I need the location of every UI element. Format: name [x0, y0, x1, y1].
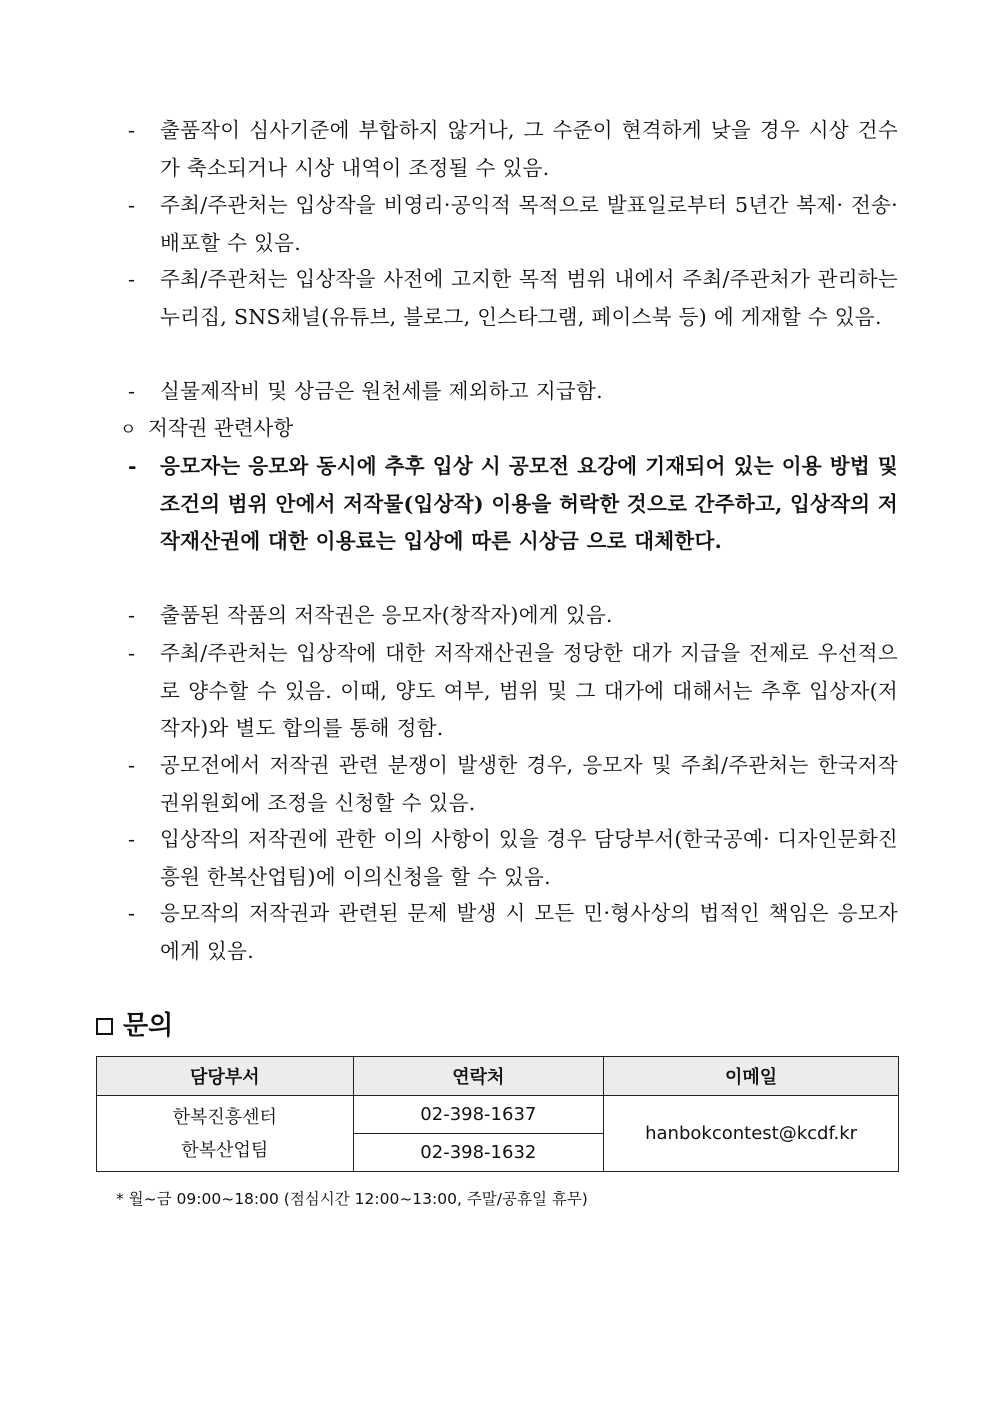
header-dept: 담당부서 — [97, 1057, 354, 1096]
table-header-row — [97, 1057, 899, 1096]
list-item — [128, 597, 898, 635]
bullet-dash: - — [128, 454, 137, 478]
email-cell[interactable]: hanbokcontest@kcdf.kr — [604, 1096, 899, 1172]
list-item — [128, 895, 898, 970]
bullet-dash: - — [128, 603, 136, 627]
list-item — [128, 821, 898, 896]
table-row — [97, 1096, 899, 1134]
list-item — [128, 187, 898, 262]
checkbox-square-icon — [96, 1018, 113, 1035]
phone-cell: 02-398-1637 — [353, 1096, 604, 1134]
dept-cell — [97, 1096, 354, 1172]
inquiry-heading-text: 문의 — [123, 1011, 174, 1041]
bullet-dash: - — [128, 753, 136, 777]
bullet-text: 주최/주관처는 입상작을 비영리·공익적 목적으로 발표일로부터 5년간 복제· 전송·배포할 수 있음. — [160, 193, 898, 255]
bullet-text: 출품된 작품의 저작권은 응모자(창작자)에게 있음. — [160, 603, 613, 627]
bullet-text: 공모전에서 저작권 관련 분쟁이 발생한 경우, 응모자 및 주최/주관처는 한국저작권위원회에 조정을 신청할 수 있음. — [160, 753, 898, 815]
dept-line: 한복산업팀 — [181, 1139, 269, 1161]
bullet-dash: - — [128, 901, 136, 925]
bullet-text: 출품작이 심사기준에 부합하지 않거나, 그 수준이 현격하게 낮을 경우 시상 건수가 축소되거나 시상 내역이 조정될 수 있음. — [160, 118, 898, 180]
header-email: 이메일 — [604, 1057, 899, 1096]
contact-table — [96, 1056, 899, 1172]
inquiry-heading — [96, 1006, 173, 1046]
bullet-text: 주최/주관처는 입상작을 사전에 고지한 목적 범위 내에서 주최/주관처가 관리하는 누리집, SNS채널(유튜브, 블로그, 인스타그램, 페이스북 등) 에 게재할 수 있음. — [160, 267, 898, 329]
bullet-text: 주최/주관처는 입상작에 대한 저작재산권을 정당한 대가 지급을 전제로 우선적으로 양수할 수 있음. 이때, 양도 여부, 범위 및 그 대가에 대해서는 추후 입상자(저작자)와 별도 합의를 통해 정함. — [160, 641, 898, 740]
phone-cell: 02-398-1632 — [353, 1134, 604, 1172]
list-item — [128, 373, 898, 411]
bullet-dash: - — [128, 193, 136, 217]
bullet-text: 입상작의 저작권에 관한 이의 사항이 있을 경우 담당부서(한국공예· 디자인문화진흥원 한복산업팀)에 이의신청을 할 수 있음. — [160, 827, 898, 889]
copyright-heading-text: 저작권 관련사항 — [148, 416, 294, 440]
dept-line: 한복진흥센터 — [172, 1106, 277, 1128]
bullet-text: 응모작의 저작권과 관련된 문제 발생 시 모든 민·형사상의 법적인 책임은 응모자에게 있음. — [160, 901, 898, 963]
header-contact: 연락처 — [353, 1057, 604, 1096]
bullet-text: 실물제작비 및 상금은 원천세를 제외하고 지급함. — [160, 379, 603, 403]
bullet-dash: - — [128, 118, 136, 142]
list-item — [128, 747, 898, 822]
list-item — [128, 635, 898, 748]
copyright-heading — [120, 410, 293, 450]
list-item — [128, 112, 898, 187]
list-item — [128, 261, 898, 336]
list-item-bold — [128, 448, 898, 561]
bullet-dash: - — [128, 827, 136, 851]
bullet-text: 응모자는 응모와 동시에 추후 입상 시 공모전 요강에 기재되어 있는 이용 방법 및 조건의 범위 안에서 저작물(입상작) 이용을 허락한 것으로 간주하고, 입상작의 저작재산권에 대한 이용료는 입상에 따른 시상금 으로 대체한다. — [160, 454, 898, 553]
bullet-dash: - — [128, 379, 136, 403]
office-hours-note: * 월~금 09:00~18:00 (점심시간 12:00~13:00, 주말/공휴일 휴무) — [116, 1190, 588, 1208]
circle-bullet-icon: ㅇ — [120, 420, 137, 440]
bullet-dash: - — [128, 267, 136, 291]
bullet-dash: - — [128, 641, 136, 665]
